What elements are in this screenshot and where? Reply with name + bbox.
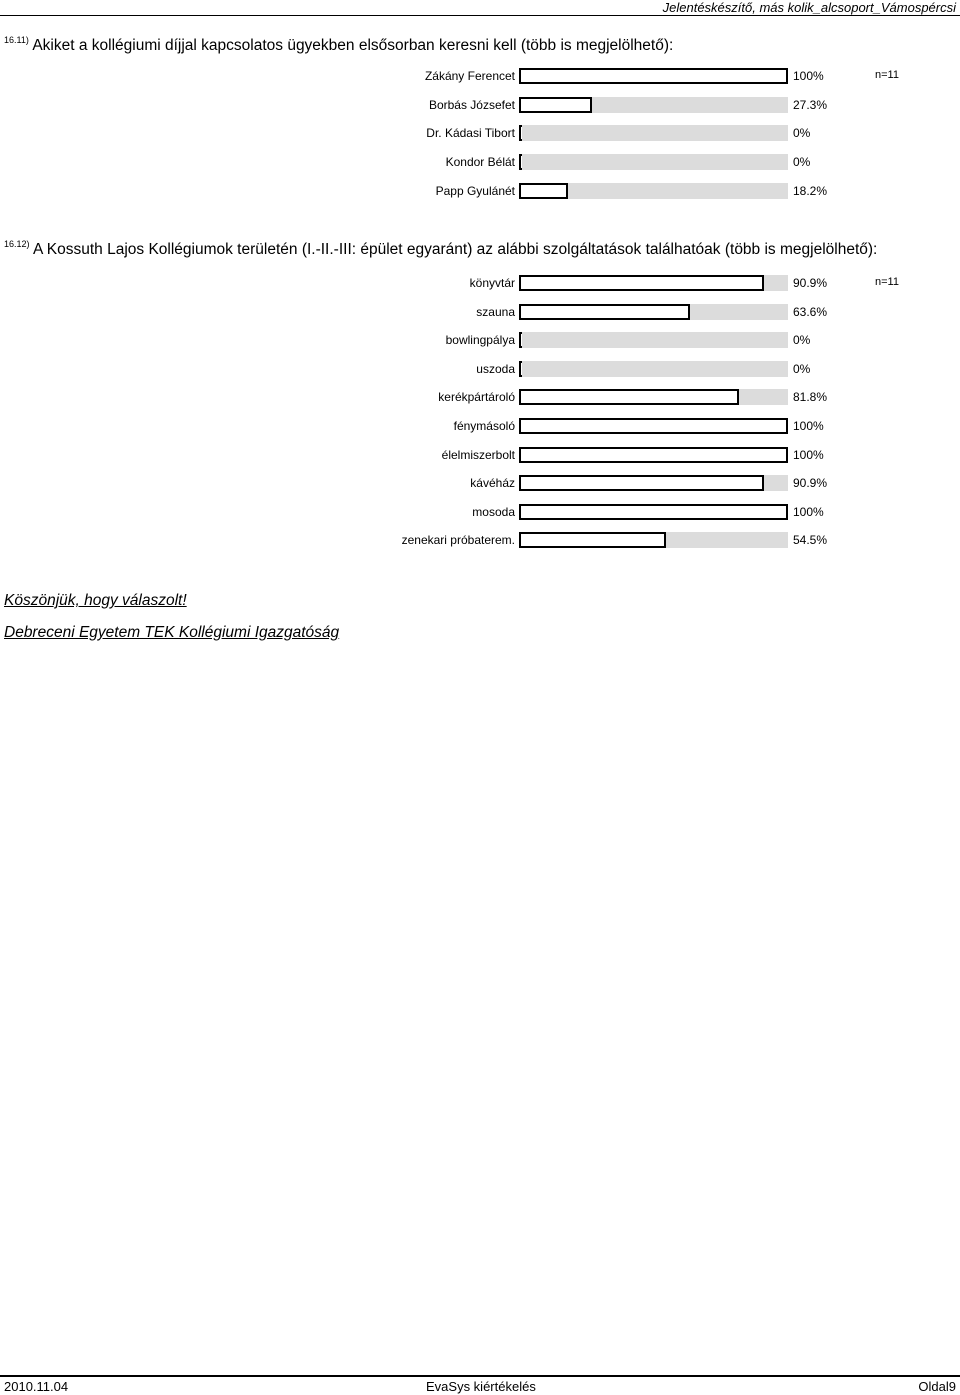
question-text: A Kossuth Lajos Kollégiumok területén (I.-II.-III: épület egyaránt) az alábbi szolgáltatások találhatóak (több is megjelölhető): (32, 241, 878, 258)
result-row (0, 123, 960, 143)
result-row (0, 359, 960, 379)
percent-value: 63.6% (793, 304, 828, 319)
question-title-16-11 (4, 36, 673, 57)
result-row (0, 445, 960, 465)
result-row (0, 416, 960, 436)
percent-value: 90.9% (793, 276, 828, 290)
question-title-16-12 (4, 240, 877, 261)
result-row (0, 152, 960, 172)
option-label: kávéház (470, 476, 515, 491)
bar-track (519, 532, 788, 548)
bar-track (519, 154, 788, 170)
percent-value: 0% (793, 155, 811, 170)
signature-text: Debreceni Egyetem TEK Kollégiumi Igazgatóság (4, 624, 340, 641)
option-label: mosoda (472, 504, 515, 519)
result-row (0, 95, 960, 115)
option-label: Dr. Kádasi Tibort (426, 126, 515, 141)
result-row (0, 387, 960, 407)
bar-fill (519, 447, 788, 463)
bar-track (519, 125, 788, 141)
bar-track (519, 504, 788, 520)
bar-fill (519, 332, 522, 348)
bar-track (519, 304, 788, 320)
percent-value: 0% (793, 361, 811, 376)
bar-track (519, 418, 788, 434)
footer-page-number: Oldal9 (918, 1379, 956, 1394)
bar-track (519, 447, 788, 463)
bar-fill (519, 183, 568, 199)
percent-value: 0% (793, 126, 811, 141)
option-label: uszoda (476, 361, 515, 376)
bar-track (519, 68, 788, 84)
bar-fill (519, 532, 666, 548)
option-label: zenekari próbaterem. (401, 533, 515, 548)
result-row (0, 502, 960, 522)
percent-value: 54.5% (793, 533, 828, 548)
percent-value: 18.2% (793, 183, 828, 198)
bar-track (519, 97, 788, 113)
bar-track (519, 389, 788, 405)
bar-fill (519, 475, 764, 491)
percent-value: 90.9% (793, 476, 828, 491)
percent-value: 81.8% (793, 390, 828, 405)
option-label: fénymásoló (453, 419, 515, 433)
report-title: Jelentéskészítő, más kolik_alcsoport_Vámospércsi (662, 0, 956, 15)
footer-divider (0, 1375, 960, 1377)
option-label: Papp Gyulánét (435, 183, 515, 198)
option-label: kerékpártároló (438, 390, 515, 405)
option-label: Borbás Józsefet (428, 97, 515, 112)
percent-value: 100% (793, 447, 824, 462)
option-label: Zákány Ferencet (424, 69, 515, 83)
percent-value: 100% (793, 419, 824, 433)
option-label: bowlingpálya (445, 333, 515, 348)
bar-fill (519, 304, 690, 320)
sample-size: n=11 (875, 276, 899, 288)
result-row (0, 181, 960, 201)
bar-track (519, 275, 788, 291)
question-number: 16.11) (4, 35, 29, 45)
bar-fill (519, 504, 788, 520)
option-label: szauna (476, 304, 515, 319)
bar-track (519, 475, 788, 491)
option-label: élelmiszerbolt (441, 447, 515, 462)
result-row (0, 66, 960, 86)
result-row (0, 302, 960, 322)
question-text: Akiket a kollégiumi díjjal kapcsolatos ügyekben elsősorban keresni kell (több is megjelölhető): (32, 37, 674, 54)
header-divider (0, 15, 960, 16)
option-label: Kondor Bélát (445, 155, 515, 170)
footer-date: 2010.11.04 (4, 1379, 69, 1394)
bar-fill (519, 418, 788, 434)
footer-center-text: EvaSys kiértékelés (426, 1379, 536, 1394)
bar-fill (519, 68, 788, 84)
bar-track (519, 361, 788, 377)
bar-fill (519, 275, 764, 291)
bar-fill (519, 389, 739, 405)
result-row (0, 530, 960, 550)
result-row (0, 330, 960, 350)
option-label: könyvtár (469, 276, 515, 290)
sample-size: n=11 (875, 69, 899, 81)
percent-value: 0% (793, 333, 811, 348)
bar-track (519, 332, 788, 348)
bar-track (519, 183, 788, 199)
result-row (0, 473, 960, 493)
percent-value: 100% (793, 504, 824, 519)
bar-fill (519, 97, 592, 113)
bar-fill (519, 154, 522, 170)
percent-value: 100% (793, 69, 824, 83)
result-row (0, 273, 960, 293)
bar-fill (519, 125, 522, 141)
question-number: 16.12) (4, 239, 30, 249)
thanks-text: Köszönjük, hogy válaszolt! (4, 592, 187, 609)
bar-fill (519, 361, 522, 377)
percent-value: 27.3% (793, 97, 828, 112)
